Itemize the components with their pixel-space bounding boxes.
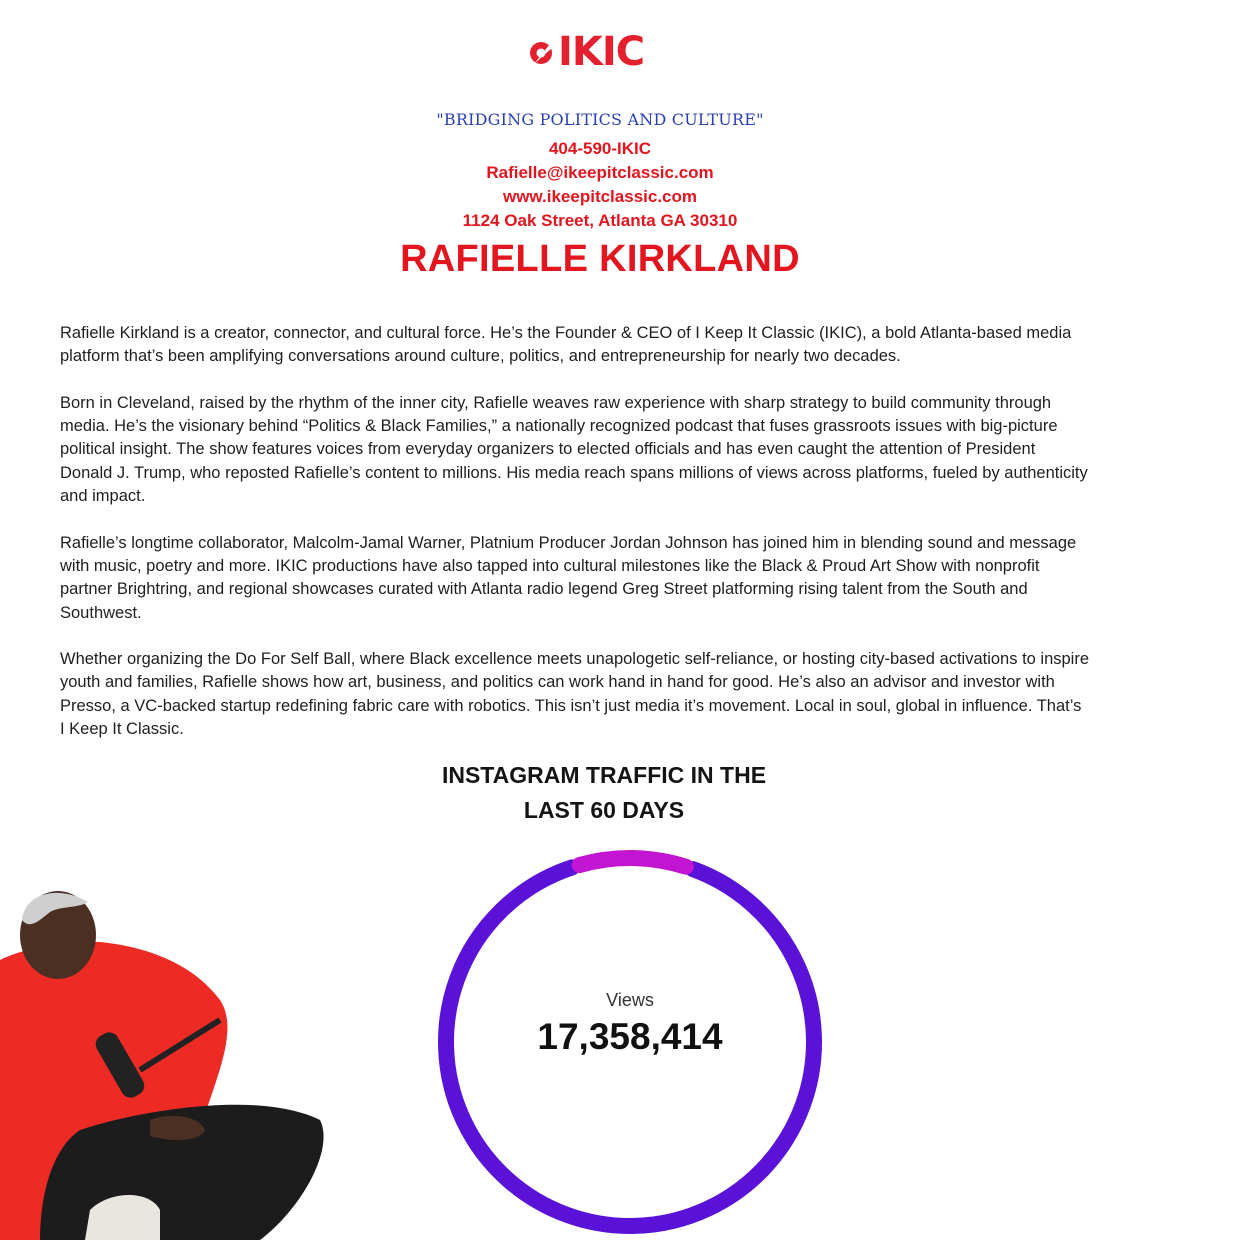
bio-paragraph-2: Born in Cleveland, raised by the rhythm of the inner city, Rafielle weaves raw experience with sharp strategy to build community through media. He’s the visionary behind “Politics & Black Families,” a nationally recognized podcast that fuses grassroots issues with big-picture political insight. The show features voices from everyday organizers to elected officials and has even caught the attention of President Donald J. Trump, who reposted Rafielle’s content to millions. His media reach spans millions of views across platforms, fueled by authenticity and impact. [60, 393, 1088, 506]
chart-title [404, 758, 804, 828]
contact-website[interactable]: www.ikeepitclassic.com [502, 187, 697, 206]
chart-title-line-2: LAST 60 DAYS [523, 797, 685, 823]
bio-paragraph-1: Rafielle Kirkland is a creator, connector, and cultural force. He’s the Founder & CEO of I Keep It Classic (IKIC), a bold Atlanta-based media platform that’s been amplifying conversations around culture, politics, and entrepreneurship for nearly two decades. [60, 324, 1072, 366]
logo-text: IKIC [558, 29, 645, 75]
contact-email[interactable]: Rafielle@ikeepitclassic.com [486, 163, 714, 182]
logo-pin-icon [528, 38, 558, 68]
views-value: 17,358,414 [537, 1016, 723, 1057]
portrait-photo [0, 880, 340, 1240]
bio-paragraph-4: Whether organizing the Do For Self Ball, where Black excellence meets unapologetic self-reliance, or hosting city-based activations to inspire youth and families, Rafielle shows how art, business, and politics can work hand in hand for good. He’s also an advisor and investor with Presso, a VC-backed startup redefining fabric care with robotics. This isn’t just media it’s movement. Local in soul, global in influence. That’s I Keep It Classic. [60, 650, 1090, 739]
contact-phone: 404-590-IKIC [548, 139, 652, 158]
bio-paragraph-3: Rafielle’s longtime collaborator, Malcolm-Jamal Warner, Platnium Producer Jordan Johnson has joined him in blending sound and message with music, poetry and more. IKIC productions have also tapped into cultural milestones like the Black & Proud Art Show with nonprofit partner Brightring, and regional showcases curated with Atlanta radio legend Greg Street platforming rising talent from the South and Southwest. [60, 533, 1077, 622]
person-name: RAFIELLE KIRKLAND [400, 238, 800, 280]
views-label: Views [606, 990, 654, 1010]
contact-address: 1124 Oak Street, Atlanta GA 30310 [462, 211, 738, 230]
ikic-logo [528, 22, 648, 78]
bio-section [60, 322, 1090, 765]
chart-title-line-1: INSTAGRAM TRAFFIC IN THE [441, 762, 767, 788]
tagline: "BRIDGING POLITICS AND CULTURE" [436, 110, 764, 129]
